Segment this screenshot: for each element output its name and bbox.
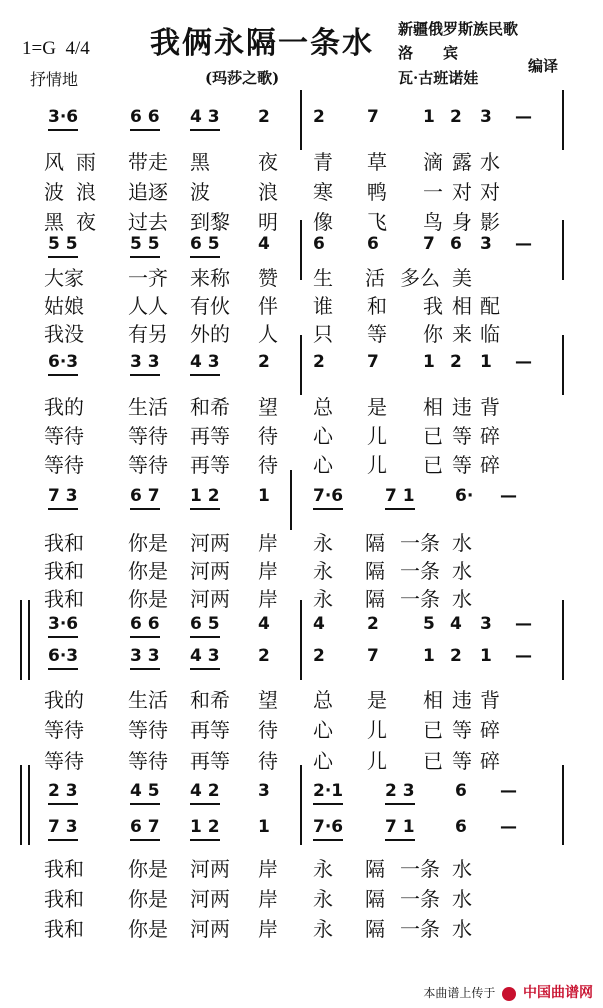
note: 2 3 (48, 781, 78, 801)
lyric-syllable: 等待 (128, 718, 168, 742)
beam-underline (313, 508, 343, 510)
song-title: 我俩永隔一条水 (150, 26, 374, 61)
lyric-syllable: 人 (258, 322, 278, 346)
lyric-syllable: 明 (258, 210, 278, 234)
lyric-syllable: 活 (365, 266, 385, 290)
lyric-syllable: 儿 (367, 424, 387, 448)
lyric-syllable: 等 (452, 718, 472, 742)
beam-underline (130, 256, 160, 258)
note: 3 (480, 614, 492, 634)
lyric-syllable: 雨 (76, 150, 96, 174)
lyric-syllable: 一条 (400, 531, 440, 555)
lyric-syllable: 你是 (128, 917, 168, 941)
note: 6· (455, 486, 474, 506)
lyric-syllable: 你是 (128, 887, 168, 911)
beam-underline (190, 256, 220, 258)
lyric-syllable: 我的 (44, 395, 84, 419)
lyric-syllable: 生活 (128, 688, 168, 712)
lyric-syllable: 河两 (190, 587, 230, 611)
song-origin: 新疆俄罗斯族民歌 (398, 20, 519, 38)
lyric-syllable: 已 (423, 453, 443, 477)
lyric-syllable: 夜 (76, 210, 96, 234)
lyric-syllable: 你是 (128, 857, 168, 881)
note: 4 (313, 614, 325, 634)
note: 7 (367, 352, 379, 372)
lyric-syllable: 碎 (480, 453, 500, 477)
lyric-syllable: 一条 (400, 887, 440, 911)
tempo-marking: 抒情地 (30, 70, 79, 89)
lyric-syllable: 我和 (44, 587, 84, 611)
lyric-syllable: 波 (44, 180, 64, 204)
beam-underline (130, 636, 160, 638)
lyric-syllable: 心 (313, 718, 333, 742)
site-logo-icon (502, 987, 516, 1001)
note: — (515, 646, 532, 666)
lyric-syllable: 只 (313, 322, 333, 346)
lyric-syllable: 我和 (44, 887, 84, 911)
note: 7 (367, 646, 379, 666)
lyric-syllable: 影 (480, 210, 500, 234)
note: 4 3 (190, 107, 220, 127)
lyric-syllable: 永 (313, 531, 333, 555)
lyric-syllable: 等 (452, 453, 472, 477)
footer-brand: 中国曲谱网 (523, 985, 593, 1001)
lyric-syllable: 你是 (128, 531, 168, 555)
lyric-syllable: 过去 (128, 210, 168, 234)
note: 1 (480, 352, 492, 372)
key-signature: 1=G 4/4 (22, 38, 90, 59)
lyric-syllable: 总 (313, 395, 333, 419)
lyric-syllable: 有伙 (190, 294, 230, 318)
note: 7 (367, 107, 379, 127)
note: 2 (313, 107, 325, 127)
note: 1 (480, 646, 492, 666)
note: 6 (313, 234, 325, 254)
note: 1 2 (190, 486, 220, 506)
beam-underline (48, 508, 78, 510)
beam-underline (130, 668, 160, 670)
lyric-syllable: 临 (480, 322, 500, 346)
note: 3 3 (130, 352, 160, 372)
lyric-syllable: 等 (367, 322, 387, 346)
lyric-syllable: 水 (480, 150, 500, 174)
lyric-syllable: 和希 (190, 688, 230, 712)
note: 7 3 (48, 817, 78, 837)
lyric-syllable: 外的 (190, 322, 230, 346)
note: — (515, 107, 532, 127)
note: 6 7 (130, 486, 160, 506)
note: 4 3 (190, 646, 220, 666)
barline (300, 335, 302, 395)
beam-underline (313, 839, 343, 841)
lyric-syllable: 到黎 (190, 210, 230, 234)
lyric-syllable: 我的 (44, 688, 84, 712)
lyric-syllable: 一 (423, 180, 443, 204)
lyric-syllable: 碎 (480, 718, 500, 742)
lyric-syllable: 已 (423, 424, 443, 448)
lyric-syllable: 违 (452, 688, 472, 712)
lyric-syllable: 你是 (128, 587, 168, 611)
note: 6·3 (48, 352, 79, 372)
beam-underline (313, 803, 343, 805)
lyric-syllable: 碎 (480, 424, 500, 448)
lyric-syllable: 相 (423, 688, 443, 712)
note: 2 (367, 614, 379, 634)
lyric-syllable: 等待 (44, 749, 84, 773)
beam-underline (48, 668, 78, 670)
lyric-syllable: 像 (313, 210, 333, 234)
lyric-syllable: 伴 (258, 294, 278, 318)
lyric-syllable: 隔 (365, 587, 385, 611)
note: 5 (423, 614, 435, 634)
lyric-syllable: 来 (452, 322, 472, 346)
lyric-syllable: 隔 (365, 917, 385, 941)
note: — (515, 614, 532, 634)
lyric-syllable: 岸 (258, 917, 278, 941)
lyric-syllable: 谁 (313, 294, 333, 318)
lyric-syllable: 人人 (128, 294, 168, 318)
note: 2 (313, 646, 325, 666)
lyric-syllable: 河两 (190, 531, 230, 555)
barline (300, 600, 302, 680)
lyric-syllable: 永 (313, 587, 333, 611)
lyric-syllable: 水 (452, 917, 472, 941)
lyric-syllable: 背 (480, 395, 500, 419)
beam-underline (130, 129, 160, 131)
lyric-syllable: 等待 (44, 718, 84, 742)
barline (300, 765, 302, 845)
lyric-syllable: 一齐 (128, 266, 168, 290)
lyric-syllable: 带走 (128, 150, 168, 174)
note: 6 (455, 817, 467, 837)
beam-underline (48, 839, 78, 841)
beam-underline (48, 803, 78, 805)
lyric-syllable: 你 (423, 322, 443, 346)
lyric-syllable: 水 (452, 559, 472, 583)
lyric-syllable: 一条 (400, 559, 440, 583)
note: 1 (258, 486, 270, 506)
note: 2 (313, 352, 325, 372)
lyric-syllable: 儿 (367, 718, 387, 742)
barline (300, 90, 302, 150)
note: 3 3 (130, 646, 160, 666)
note: 6 5 (190, 614, 220, 634)
lyric-syllable: 黑 (44, 210, 64, 234)
note: — (500, 781, 517, 801)
lyric-syllable: 待 (258, 453, 278, 477)
beam-underline (385, 803, 415, 805)
note: 6 5 (190, 234, 220, 254)
lyric-syllable: 水 (452, 587, 472, 611)
beam-underline (190, 129, 220, 131)
note: 7 3 (48, 486, 78, 506)
lyric-syllable: 我 (423, 294, 443, 318)
note: 7·6 (313, 486, 344, 506)
beam-underline (190, 508, 220, 510)
note: 6 6 (130, 107, 160, 127)
note: 5 5 (130, 234, 160, 254)
lyric-syllable: 水 (452, 531, 472, 555)
lyric-syllable: 岸 (258, 887, 278, 911)
lyric-syllable: 待 (258, 749, 278, 773)
lyric-syllable: 黑 (190, 150, 210, 174)
lyric-syllable: 永 (313, 887, 333, 911)
lyric-syllable: 岸 (258, 587, 278, 611)
lyric-syllable: 青 (313, 150, 333, 174)
lyric-syllable: 违 (452, 395, 472, 419)
footer-text: 本曲谱上传于 (423, 986, 496, 1000)
note: 7 1 (385, 486, 415, 506)
beam-underline (130, 839, 160, 841)
lyric-syllable: 对 (452, 180, 472, 204)
lyric-syllable: 露 (452, 150, 472, 174)
lyric-syllable: 配 (480, 294, 500, 318)
lyric-syllable: 一条 (400, 857, 440, 881)
lyric-syllable: 待 (258, 424, 278, 448)
lyric-syllable: 心 (313, 424, 333, 448)
lyric-syllable: 岸 (258, 857, 278, 881)
lyric-syllable: 一条 (400, 917, 440, 941)
note: — (515, 352, 532, 372)
note: 3·6 (48, 107, 79, 127)
translator-1: 洛 宾 (398, 44, 459, 62)
lyric-syllable: 夜 (258, 150, 278, 174)
lyric-syllable: 赞 (258, 266, 278, 290)
lyric-syllable: 是 (367, 395, 387, 419)
lyric-syllable: 多么 (400, 266, 440, 290)
lyric-syllable: 等 (452, 424, 472, 448)
barline (300, 220, 302, 280)
lyric-syllable: 望 (258, 688, 278, 712)
lyric-syllable: 再等 (190, 718, 230, 742)
lyric-syllable: 待 (258, 718, 278, 742)
lyric-syllable: 相 (452, 294, 472, 318)
lyric-syllable: 水 (452, 857, 472, 881)
beam-underline (190, 374, 220, 376)
note: 5 5 (48, 234, 78, 254)
note: 6·3 (48, 646, 79, 666)
note: 4 5 (130, 781, 160, 801)
beam-underline (48, 129, 78, 131)
beam-underline (48, 256, 78, 258)
lyric-syllable: 等待 (128, 749, 168, 773)
note: 4 (258, 614, 270, 634)
lyric-syllable: 草 (367, 150, 387, 174)
lyric-syllable: 和 (367, 294, 387, 318)
note: — (500, 486, 517, 506)
lyric-syllable: 已 (423, 718, 443, 742)
barline (20, 600, 22, 680)
lyric-syllable: 隔 (365, 531, 385, 555)
note: — (500, 817, 517, 837)
note: 2 (450, 352, 462, 372)
barline (562, 220, 564, 280)
note: 7·6 (313, 817, 344, 837)
lyric-syllable: 河两 (190, 559, 230, 583)
song-subtitle: (玛莎之歌) (205, 69, 280, 87)
note: 6 7 (130, 817, 160, 837)
note: 1 (423, 646, 435, 666)
lyric-syllable: 再等 (190, 424, 230, 448)
note: 6 (450, 234, 462, 254)
note: 2 (450, 646, 462, 666)
lyric-syllable: 你是 (128, 559, 168, 583)
lyric-syllable: 有另 (128, 322, 168, 346)
lyric-syllable: 波 (190, 180, 210, 204)
lyric-syllable: 已 (423, 749, 443, 773)
note: — (515, 234, 532, 254)
translator-2: 瓦·古班诺娃 (398, 69, 479, 87)
translate-label: 编译 (528, 57, 559, 75)
note: 7 1 (385, 817, 415, 837)
lyric-syllable: 等待 (44, 424, 84, 448)
beam-underline (130, 508, 160, 510)
note: 2 (450, 107, 462, 127)
lyric-syllable: 滴 (423, 150, 443, 174)
barline (562, 600, 564, 680)
lyric-syllable: 河两 (190, 887, 230, 911)
beam-underline (190, 839, 220, 841)
lyric-syllable: 美 (452, 266, 472, 290)
lyric-syllable: 心 (313, 453, 333, 477)
beam-underline (190, 636, 220, 638)
note: 2 (258, 107, 270, 127)
beam-underline (130, 374, 160, 376)
time-signature: 4/4 (65, 38, 90, 59)
lyric-syllable: 岸 (258, 531, 278, 555)
lyric-syllable: 我和 (44, 857, 84, 881)
lyric-syllable: 对 (480, 180, 500, 204)
barline (28, 765, 30, 845)
lyric-syllable: 我和 (44, 559, 84, 583)
lyric-syllable: 鸟 (423, 210, 443, 234)
beam-underline (130, 803, 160, 805)
lyric-syllable: 河两 (190, 917, 230, 941)
note: 1 2 (190, 817, 220, 837)
lyric-syllable: 再等 (190, 453, 230, 477)
lyric-syllable: 望 (258, 395, 278, 419)
note: 2 3 (385, 781, 415, 801)
lyric-syllable: 再等 (190, 749, 230, 773)
note: 2 (258, 646, 270, 666)
barline (28, 600, 30, 680)
note: 3·6 (48, 614, 79, 634)
lyric-syllable: 背 (480, 688, 500, 712)
barline (562, 335, 564, 395)
lyric-syllable: 岸 (258, 559, 278, 583)
beam-underline (48, 636, 78, 638)
note: 1 (423, 352, 435, 372)
note: 2·1 (313, 781, 344, 801)
lyric-syllable: 生 (313, 266, 333, 290)
beam-underline (48, 374, 78, 376)
lyric-syllable: 寒 (313, 180, 333, 204)
note: 6 (455, 781, 467, 801)
lyric-syllable: 永 (313, 559, 333, 583)
note: 4 3 (190, 352, 220, 372)
lyric-syllable: 心 (313, 749, 333, 773)
note: 6 (367, 234, 379, 254)
lyric-syllable: 儿 (367, 453, 387, 477)
footer (423, 982, 593, 1002)
lyric-syllable: 生活 (128, 395, 168, 419)
lyric-syllable: 飞 (367, 210, 387, 234)
lyric-syllable: 一条 (400, 587, 440, 611)
lyric-syllable: 身 (452, 210, 472, 234)
barline (20, 765, 22, 845)
note: 6 6 (130, 614, 160, 634)
note: 3 (480, 234, 492, 254)
lyric-syllable: 等待 (44, 453, 84, 477)
note: 1 (423, 107, 435, 127)
beam-underline (385, 508, 415, 510)
beam-underline (190, 668, 220, 670)
lyric-syllable: 等待 (128, 424, 168, 448)
lyric-syllable: 和希 (190, 395, 230, 419)
barline (290, 470, 292, 530)
lyric-syllable: 河两 (190, 857, 230, 881)
lyric-syllable: 姑娘 (44, 294, 84, 318)
note: 1 (258, 817, 270, 837)
note: 7 (423, 234, 435, 254)
note: 2 (258, 352, 270, 372)
lyric-syllable: 等 (452, 749, 472, 773)
lyric-syllable: 大家 (44, 266, 84, 290)
lyric-syllable: 水 (452, 887, 472, 911)
barline (562, 765, 564, 845)
note: 4 2 (190, 781, 220, 801)
lyric-syllable: 是 (367, 688, 387, 712)
note: 4 (258, 234, 270, 254)
note: 3 (258, 781, 270, 801)
lyric-syllable: 浪 (258, 180, 278, 204)
note: 3 (480, 107, 492, 127)
beam-underline (385, 839, 415, 841)
lyric-syllable: 追逐 (128, 180, 168, 204)
beam-underline (190, 803, 220, 805)
lyric-syllable: 隔 (365, 857, 385, 881)
lyric-syllable: 总 (313, 688, 333, 712)
barline (562, 90, 564, 150)
lyric-syllable: 隔 (365, 887, 385, 911)
lyric-syllable: 永 (313, 857, 333, 881)
lyric-syllable: 等待 (128, 453, 168, 477)
lyric-syllable: 碎 (480, 749, 500, 773)
lyric-syllable: 来称 (190, 266, 230, 290)
lyric-syllable: 儿 (367, 749, 387, 773)
lyric-syllable: 鸭 (367, 180, 387, 204)
lyric-syllable: 我和 (44, 531, 84, 555)
lyric-syllable: 我和 (44, 917, 84, 941)
lyric-syllable: 隔 (365, 559, 385, 583)
lyric-syllable: 我没 (44, 322, 84, 346)
note: 4 (450, 614, 462, 634)
lyric-syllable: 风 (44, 150, 64, 174)
lyric-syllable: 相 (423, 395, 443, 419)
lyric-syllable: 浪 (76, 180, 96, 204)
lyric-syllable: 永 (313, 917, 333, 941)
